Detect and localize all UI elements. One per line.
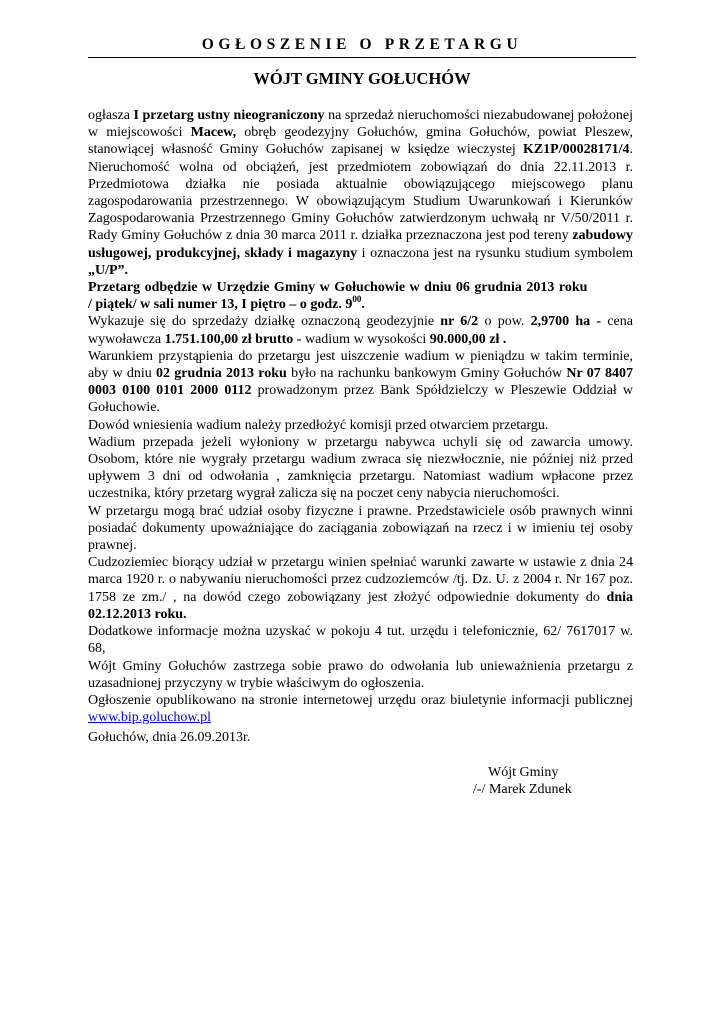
text: cena wywoławcza [88,314,633,347]
deposit-amount: 90.000,00 zł . [429,331,507,347]
text: Warunkiem przystąpienia do przetargu jest uiszczenie wadium w pieniądzu w takim terminie, aby w dniu [88,348,633,382]
paragraph-forfeit: Wadium przepada jeżeli wyłoniony w przetargu nabywca uchyli się od zawarcia umowy. Osobom, które nie wygrały przetargu wadium zwraca się niezwłocznie, nie później niż przed upływem 3 dni od odwołania , zamknięcia przetargu. Natomiast wadium wpłacone przez uczestnika, który przetarg wygrał zalicza się na poczet ceny nabycia nieruchomości. [88,434,633,502]
locality: Macew, [190,125,237,141]
text: Ogłoszenie opublikowano na stronie internetowej urzędu oraz biuletynie informacji publicznej [88,692,633,708]
place-and-date: Gołuchów, dnia 26.09.2013r. [88,730,251,745]
announcement-heading: OGŁOSZENIE O PRZETARGU [201,36,523,53]
text: na sprzedaż nieruchomości niezabudowanej położonej w miejscowości [88,108,633,141]
paragraph-publication [88,692,633,726]
announcement-body [88,107,633,726]
tender-location-text: / piątek/ w sali numer 13, I piętro – o godz. 9 [88,297,353,313]
text: i oznaczona jest na rysunku studium symbolem [357,245,633,261]
parcel-number: nr 6/2 [440,314,479,330]
text: . [361,297,365,313]
paragraph-contact: Dodatkowe informacje można uzyskać w pokoju 4 tut. urzędu i telefonicznie, 62/ 7617017 w. 68, [88,624,633,657]
bank-account-number: Nr 07 8407 0003 0100 0101 2000 0112 [88,366,633,399]
text: Cudzoziemiec biorący udział w przetargu winien spełniać warunki zawarte w ustawie z dnia 24 marca 1920 r. o nabywaniu nieruchomości przez cudzoziemców /tj. Dz. U. z 2004 r. Nr 167 poz. 1758 ze zm./ , na dowód czego zobowiązany jest złożyć odpowiednie dokumenty do [88,555,633,605]
text: wadium w wysokości [301,331,430,347]
text: ogłasza [88,108,134,123]
signatory-title: Wójt Gminy [488,765,559,780]
paragraph-foreigners [88,554,633,623]
text: było na rachunku bankowym Gminy Gołuchów [286,366,567,382]
text: prowadzonym przez Bank Spółdzielczy w Pleszewie Oddział w Gołuchowie. [88,383,633,416]
bip-link[interactable]: www.bip.goluchow.pl [88,710,212,726]
text: obręb geodezyjny Gołuchów, gmina Gołuchów, powiat Pleszew, stanowiącej własność Gminy Gołuchów zapisanej w księdze wieczystej [88,125,633,158]
issuer-title: WÓJT GMINY GOŁUCHÓW [253,69,471,88]
starting-price: 1.751.100,00 zł brutto - [164,331,302,347]
text: . Nieruchomość wolna od obciążeń, jest przedmiotem zobowiązań do dnia 22.11.2013 r. Przedmiotowa działka nie posiada aktualnie obowiązującego miejscowego planu zagospodarowania przestrzennego. W obowiązującym Studium Uwarunkowań i Kierunków Zagospodarowania Przestrzennego Gminy Gołuchów zatwierdzonym uchwałą nr V/50/2011 r. Rady Gminy Gołuchów z dnia 30 marca 2011 r. działka przeznaczona jest pod tereny [88,142,633,244]
signatory-name: /-/ Marek Zdunek [473,782,572,797]
text: Wykazuje się do sprzedaży działkę oznaczoną geodezyjnie [88,314,441,330]
land-use-symbol: „U/P”. [88,262,129,278]
paragraph-deposit [88,348,633,417]
land-use: zabudowy usługowej, produkcyjnej, składy i magazyny [88,228,633,261]
documents-deadline: dnia 02.12.2013 roku. [88,589,633,622]
land-register-number: KZ1P/00028171/4 [522,142,630,158]
paragraph-tender-date [88,279,633,313]
heading-divider [88,57,636,58]
tender-type: I przetarg ustny nieograniczony [133,108,325,123]
tender-date-line: Przetarg odbędzie w Urzędzie Gminy w Gołuchowie w dniu 06 grudnia 2013 roku [88,280,588,296]
text: o pow. [478,314,531,330]
paragraph-participants: W przetargu mogą brać udział osoby fizyczne i prawne. Przedstawiciele osób prawnych winni posiadać dokumenty upoważniające do zaciągania zobowiązań na rzecz i w imieniu tej osoby prawnej. [88,503,633,554]
deposit-deadline: 02 grudnia 2013 roku [156,366,287,382]
time-superscript: 00 [352,294,362,305]
paragraph-proof: Dowód wniesienia wadium należy przedłożyć komisji przed otwarciem przetargu. [88,417,549,433]
tender-location-line [88,294,365,313]
paragraph-reservation: Wójt Gminy Gołuchów zastrzega sobie prawo do odwołania lub unieważnienia przetargu z uzasadnionej przyczyny w trybie właściwym do ogłoszenia. [88,658,633,691]
paragraph-parcel [88,313,633,347]
paragraph-intro [88,107,633,279]
parcel-area: 2,9700 ha - [530,314,602,330]
